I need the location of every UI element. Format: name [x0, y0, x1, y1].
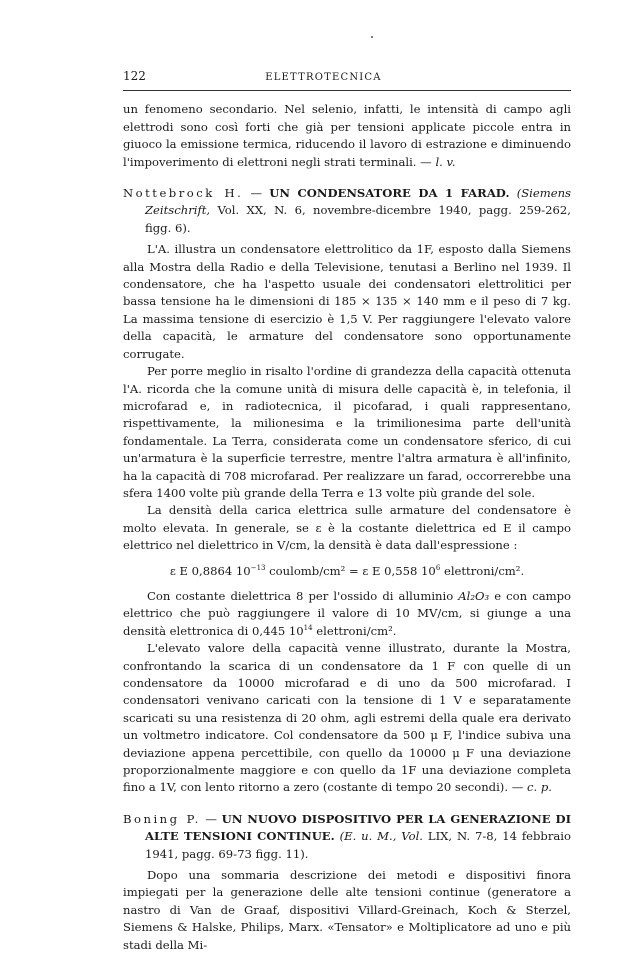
entry-title: UN NUOVO DISPOSITIVO PER LA GENERAZIONE DI ALTE TENSIONI CONTINUE.	[145, 811, 571, 844]
paragraph: La densità della carica elettrica sulle armature del condensatore è molto elevata. In generale, se ε è la costante dielettrica ed E il campo elettrico nel dielettrico in V/cm, la densità è data dall'espressione :	[123, 503, 571, 553]
header-rule	[123, 90, 571, 91]
formula: ε E 0,8864 $10^{-13}$ coulomb/cm² = ε E 0,558 $10^6$ elettroni/cm².	[169, 563, 525, 578]
running-title: ELETTROTECNICA	[265, 72, 382, 83]
entry-details: Vol. XX, N. 6, novembre-dicembre 1940, pagg. 259-262, figg. 6).	[145, 203, 571, 235]
running-header	[123, 68, 571, 86]
paragraph: L'elevato valore della capacità venne illustrato, durante la Mostra, confrontando la scarica di un condensatore da 1 F con quelle di un condensatore da 10000 microfarad e di uno da 500 microfarad. I condensatori venivano caricati con la tensione di 1 V e separatamente scaricati su una resistenza di 20 ohm, agli estremi della quale era derivato un voltmetro indicatore. Col condensatore da 500 μ F, l'indice subiva una deviazione appena percettibile, con quello da 10000 μ F una deviazione proporzionalmente maggiore e con quello da 1F una deviazione completa fino a 1V, con lento ritorno a zero (costante di tempo 20 secondi). — c. p.	[123, 641, 571, 795]
page-number: 122	[123, 69, 146, 83]
page	[123, 68, 571, 954]
entry-heading-boning: Boning P. — UN NUOVO DISPOSITIVO PER LA GENERAZIONE DI ALTE TENSIONI CONTINUE. (E. u. M., Vol. LIX, N. 7-8, 14 febbraio 1941, pagg. 69-73 figg. 11).	[123, 811, 571, 861]
entry-title: UN CONDENSATORE DA 1 FARAD.	[269, 186, 510, 201]
page-speck	[371, 36, 373, 38]
entry-details: LIX, N. 7-8, 14 febbraio 1941, pagg. 69-73 figg. 11).	[145, 829, 571, 861]
paragraph: Dopo una sommaria descrizione dei metodi e dispositivi finora impiegati per la generazione delle alte tensioni continue (generatore a nastro di Van de Graaf, dispositivi Villard-Greinach, Koch & Sterzel, Siemens & Halske, Philips, Marx. «Tensator» e Moltiplicatore ad uno e più stadi della Mi-	[123, 868, 571, 952]
entry-heading-nottebrock: Nottebrock H. — UN CONDENSATORE DA 1 FARAD. (Siemens Zeitschrift, Vol. XX, N. 6, novembre-dicembre 1940, pagg. 259-262, figg. 6).	[123, 186, 572, 235]
paragraph: Con costante dielettrica 8 per l'ossido di alluminio Al₂O₃ e con campo elettrico che può raggiungere il valore di 10 MV/cm, si giunge a una densità elettronica di 0,445 $10^{14}$ elettroni/cm².	[123, 588, 571, 638]
intro-paragraph: un fenomeno secondario. Nel selenio, infatti, le intensità di campo agli elettrodi sono così forti che già per tensioni applicate piccole entra in giuoco la emissione termica, riducendo il lavoro di estrazione e diminuendo l'impoverimento di elettroni negli strati terminali. — l. v.	[123, 102, 571, 169]
entry-source: (Siemens Zeitschrift,	[145, 186, 572, 218]
entry-source: (E. u. M., Vol.	[339, 829, 423, 844]
paragraph: L'A. illustra un condensatore elettrolitico da 1F, esposto dalla Siemens alla Mostra della Radio e della Televisione, tenutasi a Berlino nel 1939. Il condensatore, che ha l'aspetto usuale dei condensatori elettrolitici per bassa tensione ha le dimensioni di 185 × 135 × 140 mm e il peso di 7 kg. La massima tensione di esercizio è 1,5 V. Per raggiungere l'elevato valore della capacità, le armature del condensatore sono opportunamente corrugate.	[123, 242, 571, 361]
entry-author: Nottebrock H.	[123, 186, 244, 201]
entry-author: Boning P.	[123, 811, 201, 826]
signature: l. v.	[435, 154, 456, 169]
signature: c. p.	[526, 780, 552, 795]
paragraph: Per porre meglio in risalto l'ordine di grandezza della capacità ottenuta l'A. ricorda che la comune unità di misura delle capacità è, in telefonia, il microfarad e, in radiotecnica, il picofarad, i quali rappresentano, rispettivamente, la milionesima e la trimilionesima parte dell'unità fondamentale. La Terra, considerata come un condensatore sferico, di cui un'armatura è la superficie terrestre, mentre l'altra armatura è all'infinito, ha la capacità di 708 microfarad. Per realizzare un farad, occorrerebbe una sfera 1400 volte più grande della Terra e 13 volte più grande del sole.	[123, 364, 571, 500]
